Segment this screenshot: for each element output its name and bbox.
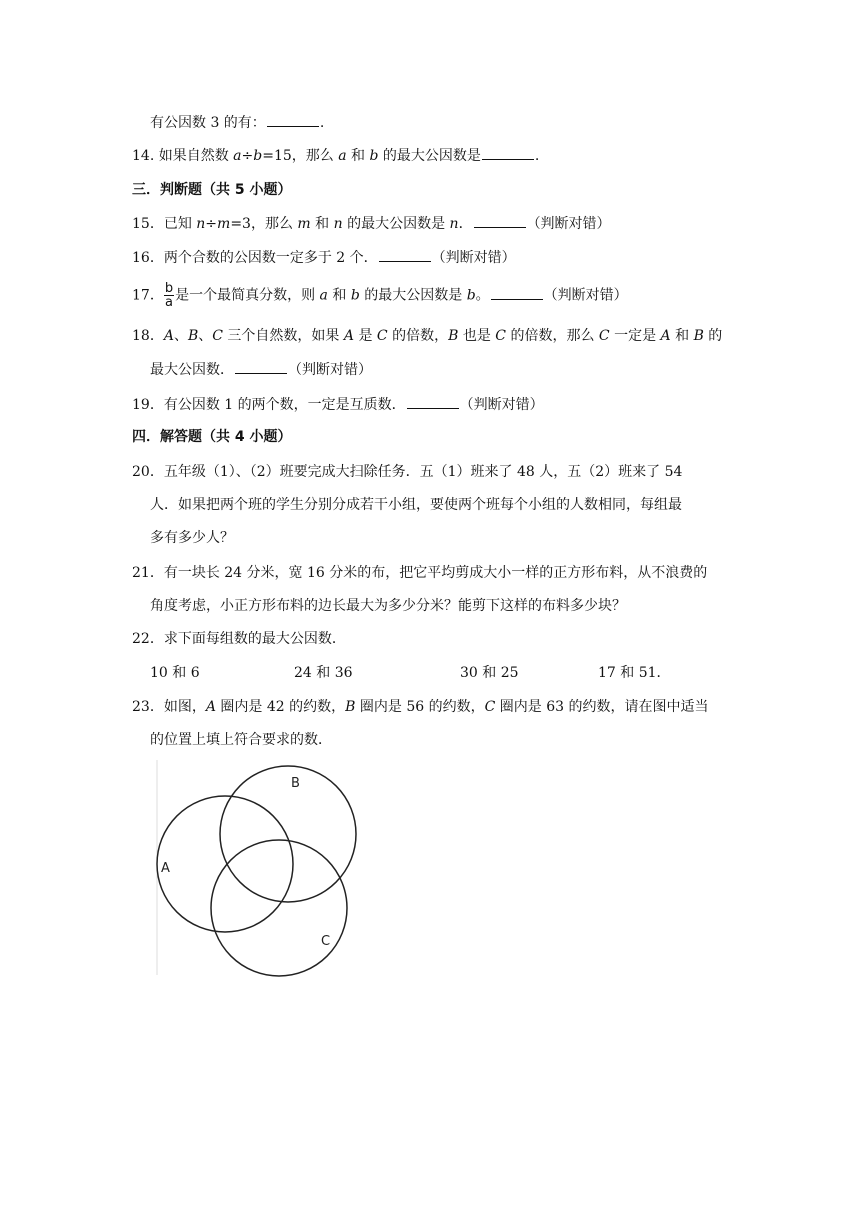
q14-text: 14. 如果自然数: [132, 148, 234, 164]
div-sign: ÷: [241, 148, 254, 164]
div-sign: ÷: [205, 216, 218, 232]
question-23-line1: [132, 697, 708, 717]
var-m: m: [297, 216, 311, 232]
var-C: C: [212, 328, 223, 344]
var-A: A: [660, 328, 671, 344]
q17-text: 是一个最简真分数，则: [175, 287, 320, 304]
label-b: B: [291, 776, 300, 791]
q18-text: 、: [198, 328, 213, 344]
label-a: A: [161, 861, 170, 876]
var-A: A: [343, 328, 354, 344]
q15-text: ．: [458, 216, 473, 232]
venn-diagram: [155, 760, 365, 980]
q15-text: 的最大公因数是: [342, 216, 450, 232]
var-b: b: [253, 148, 263, 164]
fraction-denominator: a: [164, 295, 173, 310]
judge-note: （判断对错）: [288, 362, 372, 378]
section-4-heading: 四．解答题（共 4 小题）: [132, 429, 292, 445]
answer-blank[interactable]: [379, 247, 431, 262]
answer-blank[interactable]: [491, 285, 543, 300]
label-c: C: [321, 934, 331, 949]
var-B: B: [693, 328, 704, 344]
q14-text: 和: [346, 148, 370, 164]
question-20-line3: 多有多少人？: [150, 530, 234, 546]
q13-end: .: [319, 115, 325, 131]
var-C: C: [495, 328, 506, 344]
q14-text: 的最大公因数是: [378, 148, 481, 164]
question-21-line2: 角度考虑，小正方形布料的边长最大为多少分米？能剪下这样的布料多少块？: [150, 598, 626, 614]
q13-text: 有公因数 3 的有：: [150, 115, 266, 131]
section-3-heading: 三．判断题（共 5 小题）: [132, 182, 292, 198]
question-20-line1: 20．五年级（1）、（2）班要完成大扫除任务．五（1）班来了 48 人，五（2）班来了 54: [132, 464, 683, 480]
q15-text: 15．已知: [132, 216, 197, 232]
q17-text: 。: [475, 287, 490, 304]
q16-text: 16．两个合数的公因数一定多于 2 个．: [132, 250, 378, 266]
q18-text: 一定是: [609, 328, 661, 344]
gcd-pair-1: 10 和 6: [150, 665, 200, 681]
var-n: n: [196, 216, 206, 232]
question-15: [132, 213, 611, 234]
judge-note: （判断对错）: [526, 216, 611, 232]
question-14: [132, 145, 539, 166]
circle-b: [220, 766, 356, 902]
var-A: A: [163, 328, 174, 344]
question-16: [132, 247, 516, 268]
judge-note: （判断对错）: [543, 287, 628, 304]
q18-text: 也是: [458, 328, 496, 344]
var-b: b: [369, 148, 379, 164]
var-m: m: [217, 216, 231, 232]
circle-c: [211, 840, 347, 976]
q18-text: 的倍数，那么: [506, 328, 599, 344]
q23-text: 23．如图，: [132, 699, 206, 715]
q23-text: 圈内是 56 的约数，: [355, 699, 485, 715]
var-n: n: [449, 216, 459, 232]
var-a: a: [319, 287, 328, 304]
var-C: C: [484, 699, 496, 715]
answer-blank[interactable]: [407, 394, 459, 409]
q14-end: .: [534, 148, 540, 164]
answer-blank[interactable]: [267, 112, 319, 127]
question-19: [132, 394, 544, 415]
question-23-line2: 的位置上填上符合要求的数．: [150, 732, 332, 748]
answer-blank[interactable]: [235, 359, 287, 374]
gcd-pair-2: 24 和 36: [294, 665, 353, 681]
question-22: 22．求下面每组数的最大公因数．: [132, 631, 346, 647]
q19-text: 19．有公因数 1 的两个数，一定是互质数．: [132, 397, 406, 413]
q13-continuation: [150, 112, 324, 133]
var-B: B: [448, 328, 459, 344]
question-20-line2: 人．如果把两个班的学生分别分成若干小组，要使两个班每个小组的人数相同，每组最: [150, 497, 682, 513]
q18-text: 和: [670, 328, 694, 344]
question-18: [132, 326, 722, 346]
fraction-b-over-a: [164, 282, 174, 309]
gcd-pair-3: 30 和 25: [460, 665, 519, 681]
q18-text: 的倍数，: [387, 328, 449, 344]
gcd-pair-4: 17 和 51．: [598, 665, 671, 681]
q18-text: 最大公因数．: [150, 362, 234, 378]
question-21-line1: 21．有一块长 24 分米，宽 16 分米的布，把它平均剪成大小一样的正方形布料，从不浪费的: [132, 565, 708, 581]
fraction-numerator: b: [164, 281, 174, 296]
q23-text: 圈内是 42 的约数，: [215, 699, 346, 715]
q17-text: 17．: [132, 287, 164, 304]
q15-text: 和: [310, 216, 334, 232]
var-a: a: [338, 148, 347, 164]
q14-text: =15，那么: [262, 148, 339, 164]
var-C: C: [598, 328, 610, 344]
judge-note: （判断对错）: [431, 250, 516, 266]
question-18-line2: [150, 359, 372, 380]
answer-blank[interactable]: [474, 213, 526, 228]
var-n: n: [333, 216, 343, 232]
circle-a: [157, 796, 293, 932]
q18-text: 、: [173, 328, 188, 344]
question-17: [132, 282, 628, 309]
judge-note: （判断对错）: [459, 397, 544, 413]
var-A: A: [205, 699, 216, 715]
q17-text: 的最大公因数是: [359, 287, 467, 304]
q17-text: 和: [327, 287, 351, 304]
var-b: b: [350, 287, 360, 304]
q23-text: 圈内是 63 的约数，请在图中适当: [495, 699, 709, 715]
q18-text: 18．: [132, 328, 164, 344]
q15-text: =3，那么: [230, 216, 298, 232]
var-a: a: [233, 148, 242, 164]
var-b: b: [466, 287, 476, 304]
var-B: B: [345, 699, 356, 715]
q18-text: 是: [354, 328, 377, 344]
q18-text: 的: [703, 328, 723, 344]
var-B: B: [187, 328, 199, 344]
q18-text: 三个自然数，如果: [222, 328, 344, 344]
var-C: C: [376, 328, 388, 344]
answer-blank[interactable]: [482, 145, 534, 160]
